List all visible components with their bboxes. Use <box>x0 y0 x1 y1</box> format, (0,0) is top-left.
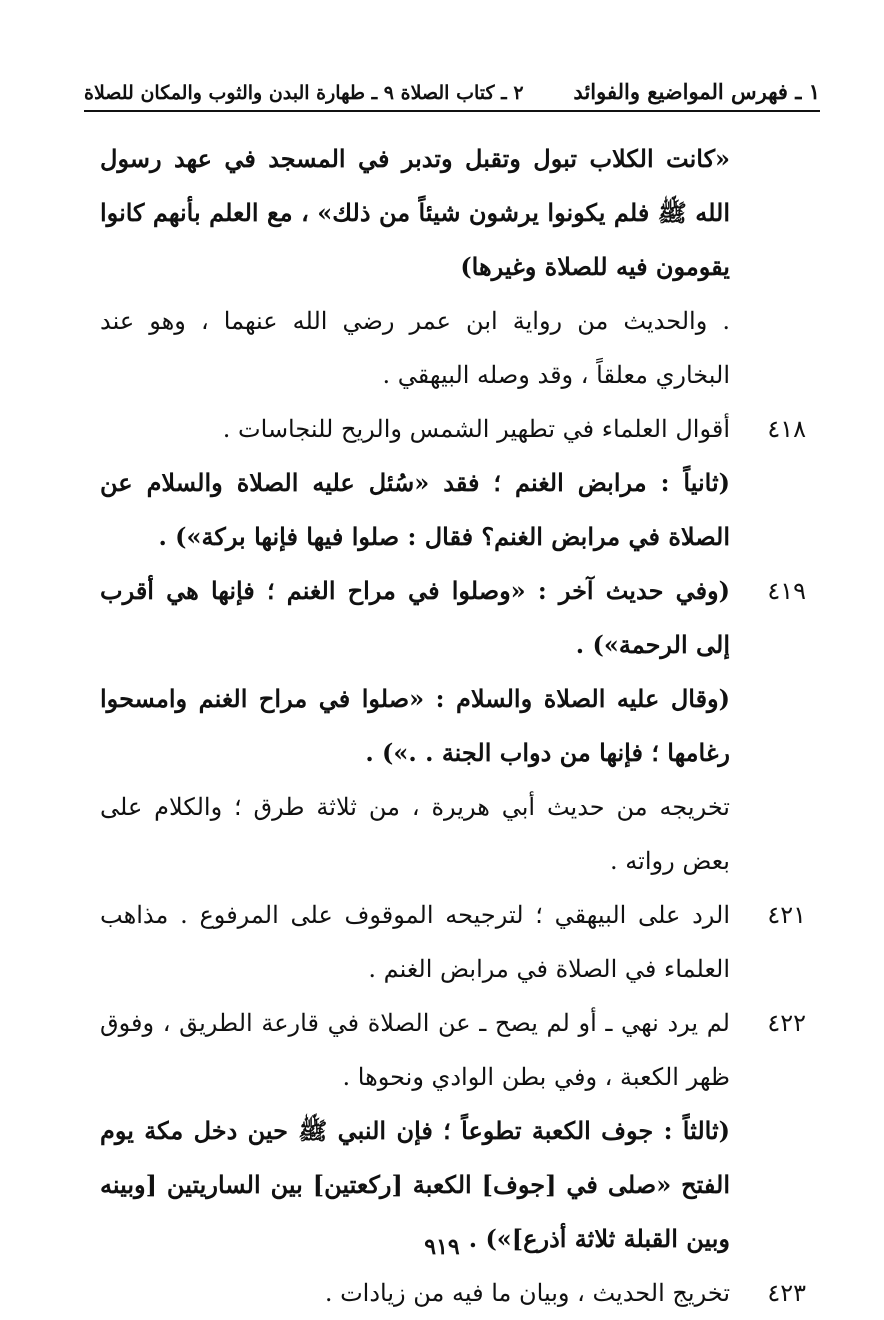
index-entry <box>100 888 806 996</box>
commentary-text: أقوال العلماء في تطهير الشمس والريح للنجاسات . <box>222 415 730 443</box>
index-entry <box>100 1266 806 1320</box>
commentary-text: تخريجه من حديث أبي هريرة ، من ثلاثة طرق ؛ والكلام على بعض رواته . <box>100 793 730 875</box>
index-entry <box>100 996 806 1266</box>
page-reference-number: ٤٢٢ <box>767 1009 806 1037</box>
quoted-text: (وقال عليه الصلاة والسلام : «صلوا في مراح الغنم وامسحوا رغامها ؛ فإنها من دواب الجنة . .») . <box>100 684 730 767</box>
index-content <box>100 132 806 1320</box>
index-entry <box>100 402 806 564</box>
page-reference-number: ٤١٩ <box>767 577 806 605</box>
index-entry <box>100 132 806 402</box>
quoted-text: (ثالثاً : جوف الكعبة تطوعاً ؛ فإن النبي ﷺ حين دخل مكة يوم الفتح «صلى في [جوف] الكعبة [ركعتين] بين الساريتين [وبينه وبين القبلة ثلاثة أذرع]») . <box>100 1116 730 1253</box>
commentary-text: تخريج الحديث ، وبيان ما فيه من زيادات . <box>324 1279 730 1307</box>
quoted-text: (ثانياً : مرابض الغنم ؛ فقد «سُئل عليه الصلاة والسلام عن الصلاة في مرابض الغنم؟ فقال : صلوا فيها فإنها بركة») . <box>100 468 730 551</box>
page-reference-number: ٤٢٣ <box>767 1279 806 1307</box>
page-reference-number: ٤١٨ <box>767 415 806 443</box>
commentary-text: الرد على البيهقي ؛ لترجيحه الموقوف على المرفوع . مذاهب العلماء في الصلاة في مرابض الغنم . <box>100 901 730 983</box>
quoted-text: «كانت الكلاب تبول وتقبل وتدبر في المسجد في عهد رسول الله ﷺ فلم يكونوا يرشون شيئاً من ذلك» ، مع العلم بأنهم كانوا يقومون فيه للصلاة وغيرها) <box>100 144 730 281</box>
commentary-text: . والحديث من رواية ابن عمر رضي الله عنهما ، وهو عند البخاري معلقاً ، وقد وصله البيهقي . <box>100 307 730 389</box>
page-reference-number: ٤٢١ <box>767 901 806 929</box>
quoted-text: (وفي حديث آخر : «وصلوا في مراح الغنم ؛ فإنها هي أقرب إلى الرحمة») . <box>100 576 730 659</box>
page-number: ٩١٩ <box>424 1234 460 1260</box>
header-section-title: ١ ـ فهرس المواضيع والفوائد <box>573 79 820 104</box>
index-entry <box>100 564 806 888</box>
header-chapter-title: ٢ ـ كتاب الصلاة ٩ ـ طهارة البدن والثوب والمكان للصلاة <box>84 82 524 104</box>
running-header <box>84 70 820 112</box>
commentary-text: لم يرد نهي ـ أو لم يصح ـ عن الصلاة في قارعة الطريق ، وفوق ظهر الكعبة ، وفي بطن الوادي ونحوها . <box>100 1009 730 1091</box>
